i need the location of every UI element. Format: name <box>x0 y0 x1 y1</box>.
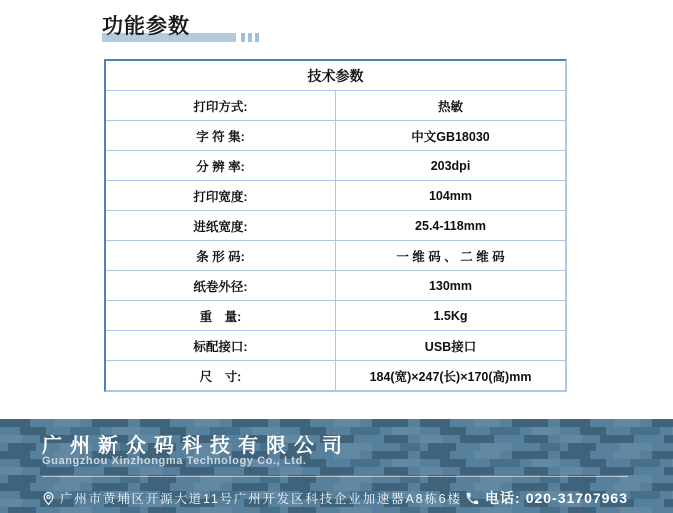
spec-label: 打印宽度: <box>106 181 336 211</box>
phone-group <box>465 488 628 508</box>
spec-label: 纸卷外径: <box>106 271 336 301</box>
table-row <box>106 121 565 151</box>
table-row <box>106 91 565 121</box>
footer-content <box>0 419 673 513</box>
spec-label: 标配接口: <box>106 331 336 361</box>
spec-label: 字 符 集: <box>106 121 336 151</box>
title-dash-decoration <box>241 33 259 42</box>
table-row <box>106 151 565 181</box>
company-name-english: Guangzhou Xinzhongma Technology Co., Ltd. <box>42 455 307 467</box>
footer-divider-line <box>42 476 628 477</box>
spec-label: 分 辨 率: <box>106 151 336 181</box>
company-name: 广州新众码科技有限公司 <box>42 435 350 457</box>
page-title: 功能参数 <box>102 15 190 38</box>
spec-value: 184(宽)×247(长)×170(高)mm <box>336 361 566 391</box>
table-row <box>106 211 565 241</box>
spec-value: 203dpi <box>336 151 566 181</box>
footer <box>0 419 673 513</box>
table-title: 技术参数 <box>106 61 565 91</box>
table-header-row <box>106 61 565 91</box>
address-group <box>42 489 462 507</box>
table-row <box>106 181 565 211</box>
spec-table <box>106 61 565 390</box>
phone-label: 电话: <box>485 490 521 506</box>
table-row <box>106 361 565 391</box>
table-row <box>106 271 565 301</box>
table-row <box>106 241 565 271</box>
dash-tick <box>255 33 259 42</box>
spec-value: 中文GB18030 <box>336 121 566 151</box>
location-pin-icon <box>42 491 55 506</box>
company-address: 广州市黄埔区开源大道11号广州开发区科技企业加速器A8栋6楼 <box>60 492 462 506</box>
spec-label: 尺 寸: <box>106 361 336 391</box>
table-row <box>106 301 565 331</box>
footer-bottom-row <box>42 485 628 511</box>
spec-value: 130mm <box>336 271 566 301</box>
phone-number: 020-31707963 <box>525 490 628 506</box>
spec-value: 1.5Kg <box>336 301 566 331</box>
spec-value: 热敏 <box>336 91 566 121</box>
table-row <box>106 331 565 361</box>
spec-table-body <box>106 91 565 391</box>
spec-label: 条 形 码: <box>106 241 336 271</box>
section-title-block <box>102 14 190 40</box>
spec-value: 104mm <box>336 181 566 211</box>
spec-label: 进纸宽度: <box>106 211 336 241</box>
spec-table-container <box>104 59 567 392</box>
dash-tick <box>248 33 252 42</box>
spec-label: 打印方式: <box>106 91 336 121</box>
dash-tick <box>241 33 245 42</box>
phone-icon <box>465 491 480 506</box>
spec-value: USB接口 <box>336 331 566 361</box>
spec-value: 一 维 码 、 二 维 码 <box>336 241 566 271</box>
spec-value: 25.4-118mm <box>336 211 566 241</box>
spec-label: 重 量: <box>106 301 336 331</box>
